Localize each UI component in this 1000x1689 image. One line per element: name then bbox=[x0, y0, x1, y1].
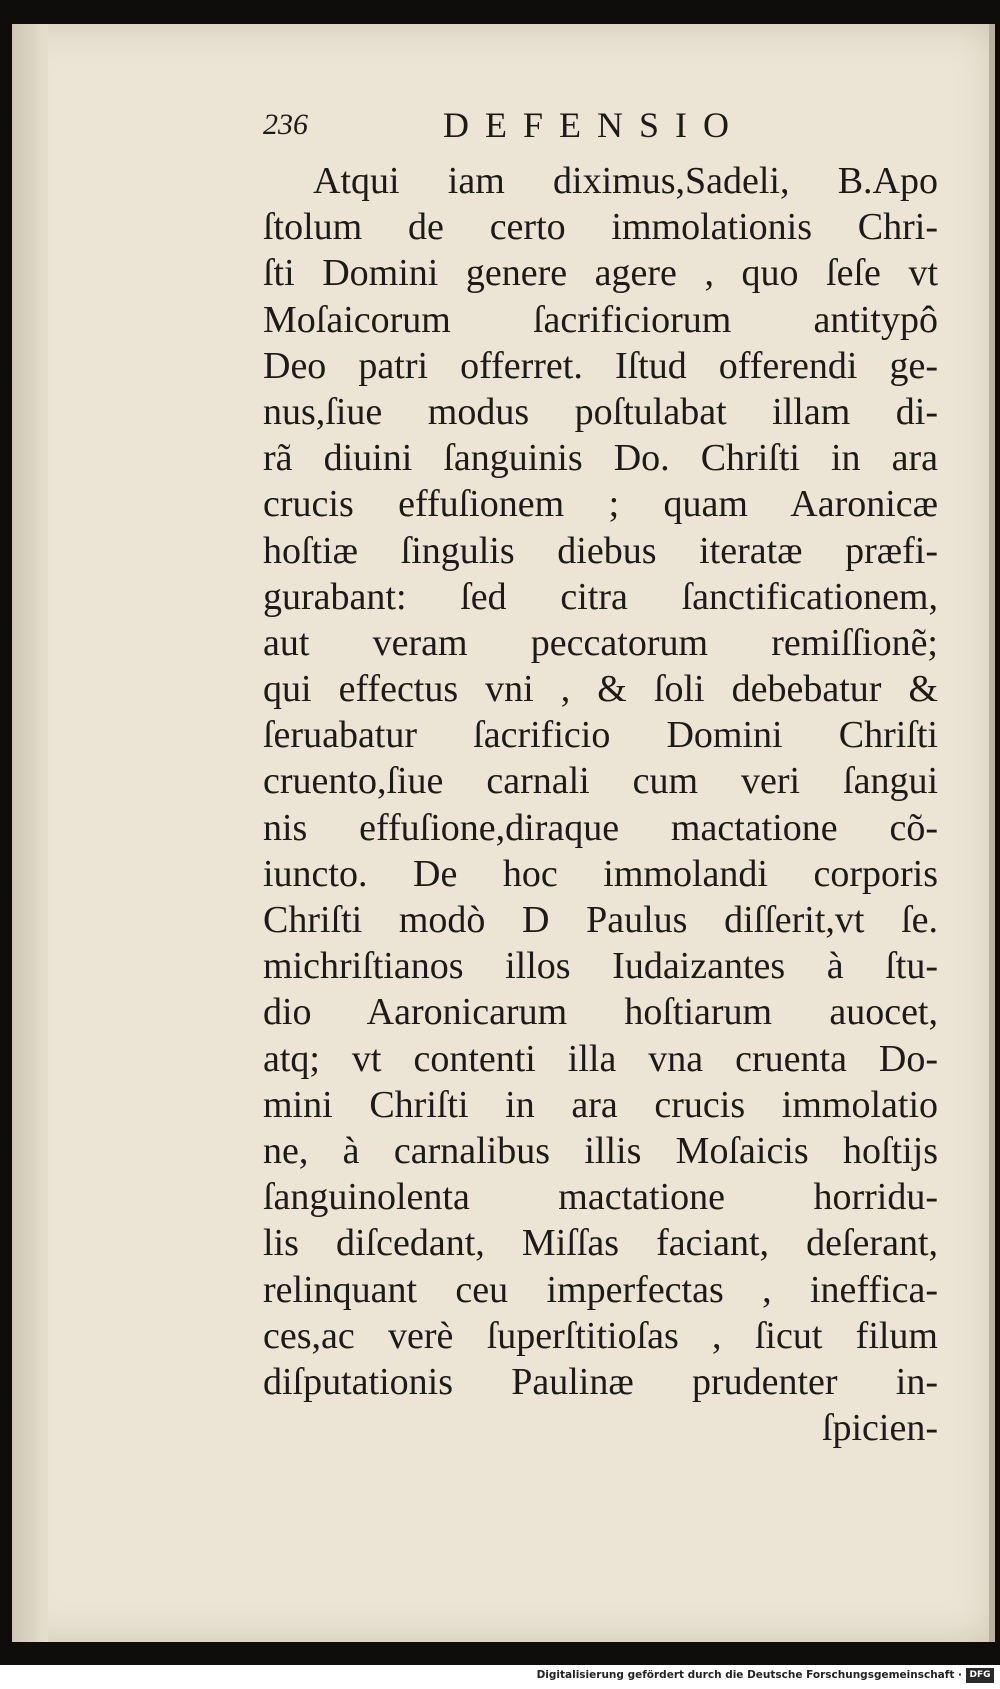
page-edge bbox=[989, 24, 995, 1642]
text-line: Moſaicorum ſacrificiorum antitypô bbox=[263, 298, 938, 341]
text-line: lis diſcedant, Miſſas faciant, deſerant, bbox=[263, 1222, 938, 1265]
text-line: crucis effuſionem ; quam Aaronicæ bbox=[263, 483, 938, 526]
text-line: mini Chriſti in ara crucis immolatio bbox=[263, 1083, 938, 1126]
text-line: hoſtiæ ſingulis diebus iteratæ præfi- bbox=[263, 529, 938, 572]
text-line: ſti Domini genere agere , quo ſeſe vt bbox=[263, 252, 938, 295]
body-text bbox=[263, 158, 938, 1451]
text-line: cruento,ſiue carnali cum veri ſangui bbox=[263, 760, 938, 803]
text-line: qui effectus vni , & ſoli debebatur & bbox=[263, 668, 938, 711]
dfg-logo-icon: DFG bbox=[966, 1668, 994, 1683]
footer-credit: Digitalisierung gefördert durch die Deutsche Forschungsgemeinschaft · bbox=[536, 1669, 962, 1681]
text-line: nus,ſiue modus poſtulabat illam di- bbox=[263, 390, 938, 433]
text-line: Deo patri offerret. Iſtud offerendi ge- bbox=[263, 344, 938, 387]
running-head: DEFENSIO bbox=[443, 105, 746, 145]
text-line: atq; vt contenti illa vna cruenta Do- bbox=[263, 1037, 938, 1080]
page-number: 236 bbox=[263, 108, 308, 141]
text-line: michriſtianos illos Iudaizantes à ſtu- bbox=[263, 945, 938, 988]
text-line: rã diuini ſanguinis Do. Chriſti in ara bbox=[263, 437, 938, 480]
text-line: iuncto. De hoc immolandi corporis bbox=[263, 852, 938, 895]
text-line: nis effuſione,diraque mactatione cõ- bbox=[263, 806, 938, 849]
page-header bbox=[263, 104, 963, 154]
text-line: ſeruabatur ſacrificio Domini Chriſti bbox=[263, 714, 938, 757]
page-gutter bbox=[12, 24, 48, 1642]
text-line: dio Aaronicarum hoſtiarum auocet, bbox=[263, 991, 938, 1034]
text-line: diſputationis Paulinæ prudenter in- bbox=[263, 1360, 938, 1403]
text-line: ces,ac verè ſuperſtitioſas , ſicut filum bbox=[263, 1314, 938, 1357]
text-line: ne, à carnalibus illis Moſaicis hoſtijs bbox=[263, 1129, 938, 1172]
text-line: relinquant ceu imperfectas , inefficа- bbox=[263, 1268, 938, 1311]
text-line: Chriſti modò D Paulus diſſerit,vt ſe. bbox=[263, 899, 938, 941]
text-line: ſanguinolenta mactatione horridu- bbox=[263, 1176, 938, 1219]
text-line: aut veram peccatorum remiſſionẽ; bbox=[263, 621, 938, 664]
digitization-footer bbox=[0, 1665, 1000, 1689]
text-line: gurabant: ſed citra ſanctificationem, bbox=[263, 575, 938, 618]
text-line: ſtolum de certo immolationis Chri- bbox=[263, 206, 938, 249]
text-line: Atqui iam diximus,Sadeli, B.Apo bbox=[313, 160, 938, 202]
catchword: ſpicien- bbox=[821, 1407, 938, 1450]
